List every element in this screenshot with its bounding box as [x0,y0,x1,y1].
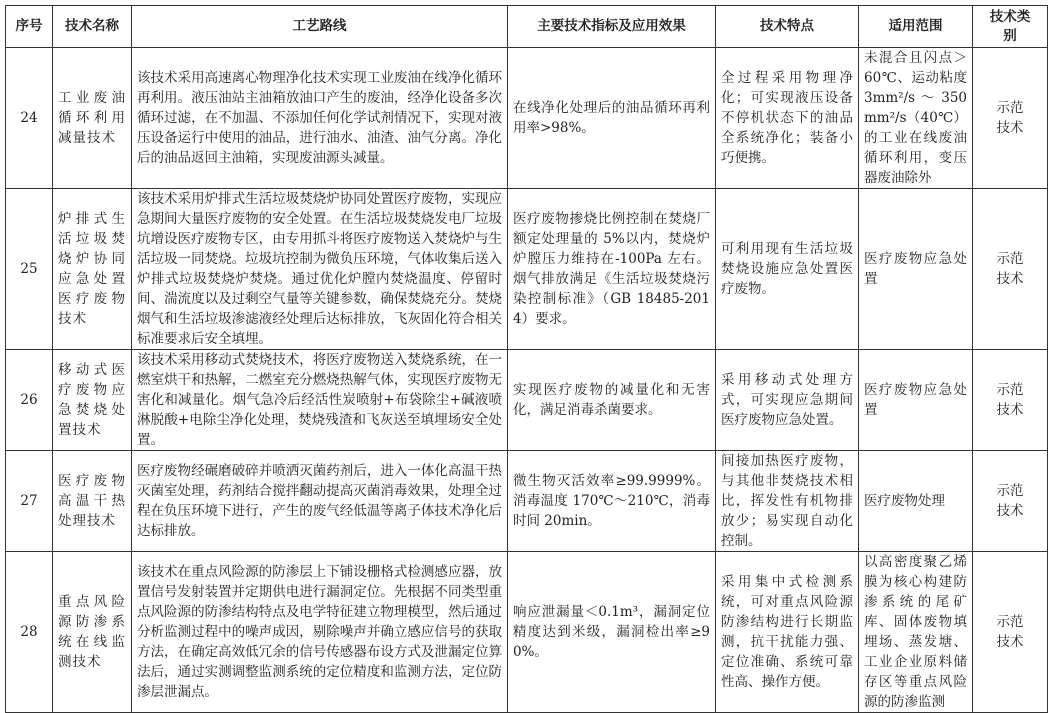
indicators-effects: 响应泄漏量＜0.1m³，漏洞定位精度达到米级，漏洞检出率≥90%。 [508,552,716,713]
header-scope: 适用范围 [859,6,973,48]
row-number: 28 [6,552,53,713]
row-number: 24 [6,48,53,189]
header-name: 技术名称 [53,6,132,48]
technology-table [5,5,1048,713]
indicators-effects: 在线净化处理后的油品循环再利用率>98%。 [508,48,716,189]
applicable-scope: 以高密度聚乙烯膜为核心构建防渗系统的尾矿库、固体废物填埋场、蒸发塘、工业企业原料储存区等重点风险源的防渗监测 [859,552,973,713]
process-route: 医疗废物经碾磨破碎并喷洒灭菌药剂后，进入一体化高温干热灭菌室处理，药剂结合搅拌翻动提高灭菌消毒效果，处理全过程在负压环境下进行，产生的废气经低温等离子体技术净化后达标排放。 [132,451,508,552]
row-number: 25 [6,189,53,350]
tech-features: 可利用现有生活垃圾焚烧设施应急处置医疗废物。 [716,189,859,350]
process-route: 该技术在重点风险源的防渗层上下铺设栅格式检测感应器，放置信号发射装置并定期供电进行漏洞定位。先根据不同类型重点风险源的防渗结构特点及电学特征建立物理模型，然后通过分析监测过程中的噪声成因，剔除噪声并确立感应信号的获取方法，在确定高效低冗余的信号传感器布设方式及泄漏定位算法后，通过实测调整监测系统的定位精度和监测方法，定位防渗层泄漏点。 [132,552,508,713]
process-route: 该技术采用移动式焚烧技术，将医疗废物送入焚烧系统，在一燃室烘干和热解，二燃室充分燃烧热解气体，实现医疗废物无害化和减量化。烟气急冷后经活性炭喷射+布袋除尘+碱液喷淋脱酸+电除尘净化处理，焚烧残渣和飞灰送至填埋场安全处置。 [132,350,508,451]
header-category: 技术类别 [973,6,1048,48]
tech-category: 示范技术 [973,552,1048,713]
tech-name: 炉排式生活垃圾焚烧炉协同应急处置医疗废物技术 [53,189,132,350]
table-row [6,552,1048,713]
indicators-effects: 微生物灭活效率≥99.9999%。消毒温度 170℃～210℃，消毒时间 20min。 [508,451,716,552]
applicable-scope: 医疗废物应急处置 [859,189,973,350]
process-route: 该技术采用高速离心物理净化技术实现工业废油在线净化循环再利用。液压油站主油箱放油口产生的废油，经净化设备多次循环过滤，在不加温、不添加任何化学试剂情况下，实现对液压设备运行中使用的油品，进行油水、油渣、油气分离。净化后的油品返回主油箱，实现废油源头减量。 [132,48,508,189]
tech-name: 医疗废物高温干热处理技术 [53,451,132,552]
tech-name: 重点风险源防渗系统在线监测技术 [53,552,132,713]
table-row [6,189,1048,350]
applicable-scope: 医疗废物应急处置 [859,350,973,451]
table-row [6,451,1048,552]
tech-category: 示范技术 [973,451,1048,552]
tech-features: 全过程采用物理净化；可实现液压设备不停机状态下的油品全系统净化；装备小巧便携。 [716,48,859,189]
applicable-scope: 医疗废物处理 [859,451,973,552]
tech-features: 采用集中式检测系统，可对重点风险源防渗结构进行长期监测，抗干扰能力强、定位准确、系统可靠性高、操作方便。 [716,552,859,713]
tech-features: 间接加热医疗废物，与其他非焚烧技术相比，挥发性有机物排放少；易实现自动化控制。 [716,451,859,552]
tech-category: 示范技术 [973,350,1048,451]
header-features: 技术特点 [716,6,859,48]
header-no: 序号 [6,6,53,48]
indicators-effects: 实现医疗废物的减量化和无害化，满足消毒杀菌要求。 [508,350,716,451]
tech-category: 示范技术 [973,48,1048,189]
row-number: 27 [6,451,53,552]
header-row [6,6,1048,48]
applicable-scope: 未混合且闪点＞60℃、运动粘度3mm²/s ～ 350mm²/s（40℃）的工业在线废油循环利用，变压器废油除外 [859,48,973,189]
table-row [6,48,1048,189]
row-number: 26 [6,350,53,451]
header-indicators: 主要技术指标及应用效果 [508,6,716,48]
tech-features: 采用移动式处理方式，可实现应急期间医疗废物应急处置。 [716,350,859,451]
table-row [6,350,1048,451]
header-process: 工艺路线 [132,6,508,48]
indicators-effects: 医疗废物掺烧比例控制在焚烧厂额定处理量的 5%以内，焚烧炉炉膛压力维持在-100Pa 左右。烟气排放满足《生活垃圾焚烧污染控制标准》（GB 18485-2014）要求。 [508,189,716,350]
tech-name: 工业废油循环利用减量技术 [53,48,132,189]
process-route: 该技术采用炉排式生活垃圾焚烧炉协同处置医疗废物，实现应急期间大量医疗废物的安全处置。在生活垃圾焚烧发电厂垃圾坑增设医疗废物专区，由专用抓斗将医疗废物送入焚烧炉与生活垃圾一同焚烧。垃圾坑控制为微负压环境，气体收集后送入炉排式垃圾焚烧炉焚烧。通过优化炉膛内焚烧温度、停留时间、湍流度以及过剩空气量等关键参数，确保焚烧充分。焚烧烟气和生活垃圾渗滤液经处理后达标排放，飞灰固化符合相关标准要求后安全填埋。 [132,189,508,350]
tech-category: 示范技术 [973,189,1048,350]
tech-name: 移动式医疗废物应急焚烧处置技术 [53,350,132,451]
